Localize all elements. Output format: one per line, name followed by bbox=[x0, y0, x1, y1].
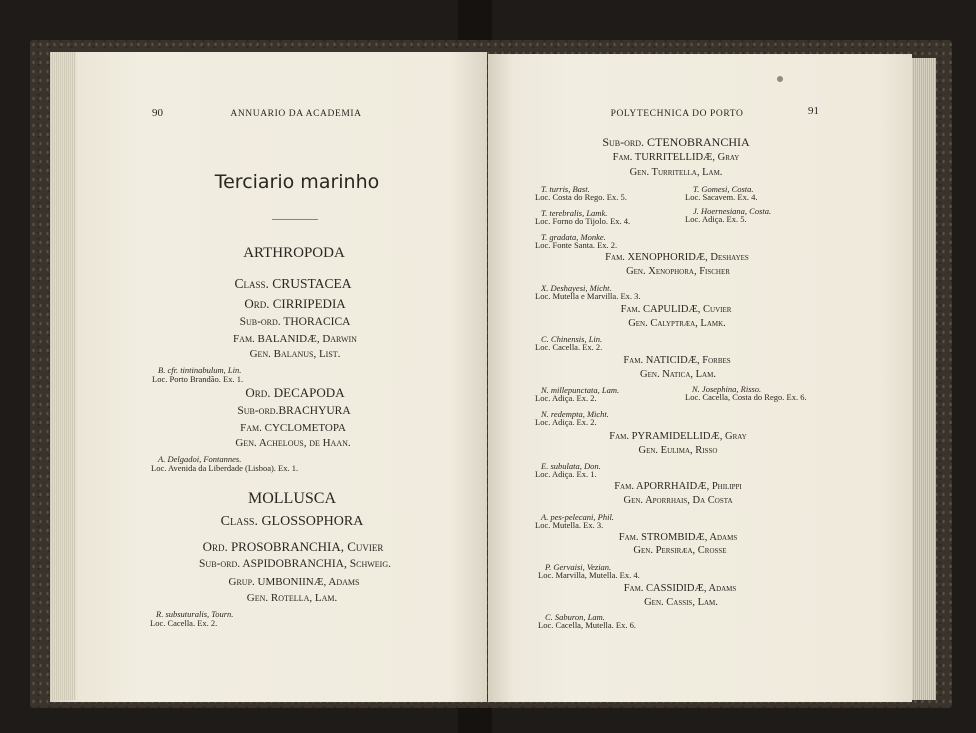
locality-n-millepunctata: Loc. Adiça. Ex. 2. bbox=[535, 393, 597, 403]
species-x-deshayesi: X. Deshayesi, Micht. bbox=[541, 283, 612, 293]
suborder-thoracica: Sub-ord. THORACICA bbox=[239, 316, 351, 328]
family-strombidae: Fam. STROMBIDÆ, Adams bbox=[618, 532, 738, 543]
suborder-brachyura: Sub-ord.BRACHYURA bbox=[237, 405, 351, 417]
genus-cassis: Gen. Cassis, Lam. bbox=[644, 597, 718, 608]
right-running-head: POLYTECHNICA DO PORTO bbox=[610, 109, 744, 119]
locality-a-pes-pelecani: Loc. Mutella. Ex. 3. bbox=[535, 520, 604, 530]
left-running-head: ANNUARIO DA ACADEMIA bbox=[230, 109, 362, 119]
page-title: Terciario marinho bbox=[214, 171, 380, 193]
species-n-millepunctata: N. millepunctata, Lam. bbox=[541, 385, 620, 395]
locality-balanus: Loc. Porto Brandão. Ex. 1. bbox=[152, 374, 244, 384]
species-c-chinensis: C. Chinensis, Lin. bbox=[541, 334, 603, 344]
left-page bbox=[50, 52, 487, 702]
species-t-gomesi: T. Gomesi, Costa. bbox=[693, 184, 754, 194]
genus-natica: Gen. Natica, Lam. bbox=[640, 369, 716, 380]
genus-achelous: Gen. Achelous, de Haan. bbox=[235, 437, 351, 449]
locality-t-gomesi: Loc. Sacavem. Ex. 4. bbox=[685, 192, 758, 202]
locality-t-gradata: Loc. Fonte Santa. Ex. 2. bbox=[535, 240, 618, 250]
locality-achelous: Loc. Avenida da Liberdade (Lisboa). Ex. 1. bbox=[151, 463, 299, 473]
phylum-mollusca: MOLLUSCA bbox=[247, 490, 337, 507]
locality-rotella: Loc. Cacella. Ex. 2. bbox=[150, 618, 218, 628]
locality-c-saburon: Loc. Cacella, Mutella. Ex. 6. bbox=[538, 620, 636, 630]
locality-t-turris: Loc. Costa do Rego. Ex. 5. bbox=[535, 192, 627, 202]
family-capulidae: Fam. CAPULIDÆ, Cuvier bbox=[620, 304, 732, 315]
order-prosobranchia: Ord. PROSOBRANCHIA, Cuvier bbox=[202, 539, 384, 554]
species-j-hoernesiana: J. Hoernesiana, Costa. bbox=[693, 206, 772, 216]
species-achelous: A. Delgadoi, Fontannes. bbox=[158, 454, 242, 464]
family-xenophoridae: Fam. XENOPHORIDÆ, Deshayes bbox=[605, 252, 749, 263]
locality-t-terebralis: Loc. Forno do Tijolo. Ex. 4. bbox=[535, 216, 631, 226]
family-aporrhaidae: Fam. APORRHAIDÆ, Philippi bbox=[614, 481, 742, 492]
species-t-turris: T. turris, Bast. bbox=[541, 184, 590, 194]
suborder-ctenobranchia: Sub-ord. CTENOBRANCHIA bbox=[602, 135, 750, 149]
order-cirripedia: Ord. CIRRIPEDIA bbox=[244, 296, 346, 311]
genus-persiraea: Gen. Persiræa, Crosse bbox=[633, 545, 727, 556]
locality-j-hoernesiana: Loc. Adiça. Ex. 5. bbox=[685, 214, 747, 224]
genus-aporrhais: Gen. Aporrhais, Da Costa bbox=[623, 495, 733, 506]
right-page-number: 91 bbox=[808, 105, 819, 117]
locality-x-deshayesi: Loc. Mutella e Marvilla. Ex. 3. bbox=[535, 291, 641, 301]
genus-xenophora: Gen. Xenophora, Fischer bbox=[626, 266, 730, 277]
family-pyramidellidae: Fam. PYRAMIDELLIDÆ, Gray bbox=[609, 431, 747, 442]
genus-rotella: Gen. Rotella, Lam. bbox=[246, 592, 338, 604]
family-cyclometopa: Fam. CYCLOMETOPA bbox=[240, 422, 346, 434]
family-balanidae: Fam. BALANIDÆ, Darwin bbox=[233, 333, 357, 345]
species-a-pes-pelecani: A. pes-pelecani, Phil. bbox=[541, 512, 614, 522]
genus-turritella: Gen. Turritella, Lam. bbox=[629, 167, 723, 178]
species-n-josephina: N. Josephina, Risso. bbox=[692, 384, 762, 394]
species-e-subulata: E. subulata, Don. bbox=[541, 461, 601, 471]
phylum-arthropoda: ARTHROPODA bbox=[243, 245, 345, 261]
locality-n-redempta: Loc. Adiça. Ex. 2. bbox=[535, 417, 597, 427]
page-edges-left bbox=[50, 52, 76, 700]
family-naticidae: Fam. NATICIDÆ, Forbes bbox=[623, 355, 731, 366]
species-t-terebralis: T. terebralis, Lamk. bbox=[541, 208, 608, 218]
locality-c-chinensis: Loc. Cacella. Ex. 2. bbox=[535, 342, 603, 352]
order-decapoda: Ord. DECAPODA bbox=[245, 385, 345, 400]
species-c-saburon: C. Saburon, Lam. bbox=[545, 612, 605, 622]
locality-n-josephina: Loc. Cacella, Costa do Rego. Ex. 6. bbox=[685, 392, 807, 402]
locality-p-gervaisi: Loc. Marvilla, Mutella. Ex. 4. bbox=[538, 570, 640, 580]
class-glossophora: Class. GLOSSOPHORA bbox=[220, 514, 364, 529]
species-p-gervaisi: P. Gervaisi, Vezian. bbox=[545, 562, 612, 572]
left-page-number: 90 bbox=[152, 107, 163, 119]
locality-e-subulata: Loc. Adiça. Ex. 1. bbox=[535, 469, 597, 479]
group-umboniinae: Grup. UMBONIINÆ, Adams bbox=[228, 576, 360, 588]
genus-balanus: Gen. Balanus, List. bbox=[249, 348, 341, 360]
family-cassididae: Fam. CASSIDIDÆ, Adams bbox=[623, 583, 737, 594]
genus-calyptraea: Gen. Calyptræa, Lamk. bbox=[628, 318, 726, 329]
class-crustacea: Class. CRUSTACEA bbox=[234, 276, 352, 291]
species-n-redempta: N. redempta, Micht. bbox=[541, 409, 609, 419]
title-rule bbox=[272, 219, 318, 220]
page-speck bbox=[777, 76, 783, 82]
species-balanus: B. cfr. tintinabulum, Lin. bbox=[158, 365, 242, 375]
suborder-aspidobranchia: Sub-ord. ASPIDOBRANCHIA, Schweig. bbox=[199, 558, 391, 570]
family-turritellidae: Fam. TURRITELLIDÆ, Gray bbox=[612, 152, 740, 163]
species-t-gradata: T. gradata, Monke. bbox=[541, 232, 606, 242]
genus-eulima: Gen. Eulima, Risso bbox=[638, 445, 718, 456]
species-rotella: R. subsuturalis, Tourn. bbox=[156, 609, 234, 619]
